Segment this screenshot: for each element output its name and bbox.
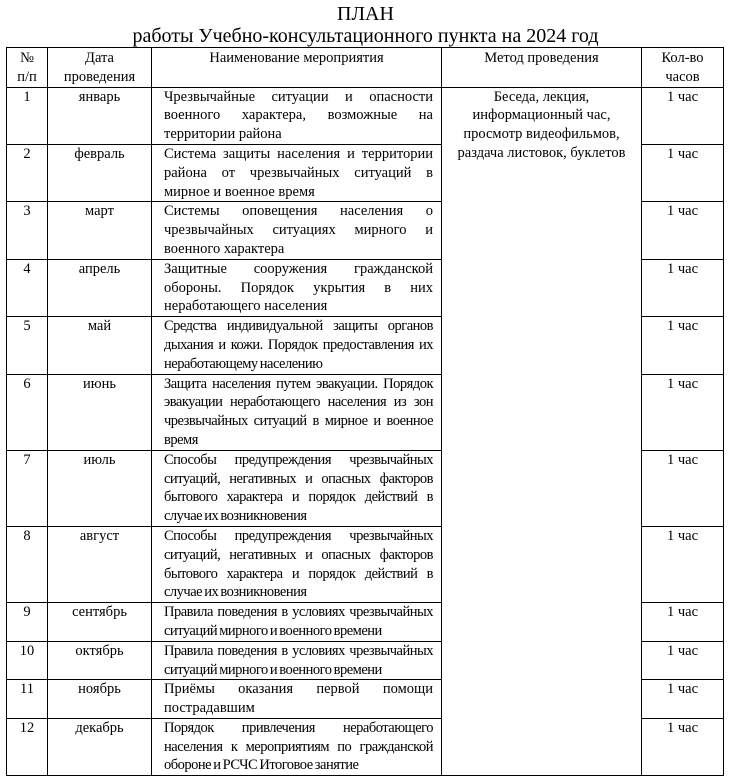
row-month: июль bbox=[48, 450, 152, 526]
row-hours: 1 час bbox=[642, 603, 724, 642]
row-hours: 1 час bbox=[642, 374, 724, 450]
header-date-line1: Дата bbox=[85, 50, 114, 66]
header-date-line2: проведения bbox=[63, 68, 136, 85]
row-month: апрель bbox=[48, 259, 152, 316]
row-hours: 1 час bbox=[642, 202, 724, 259]
row-month: сентябрь bbox=[48, 603, 152, 642]
row-num: 5 bbox=[7, 317, 48, 374]
header-num-line1: № bbox=[20, 50, 34, 66]
row-num: 1 bbox=[7, 87, 48, 144]
row-hours: 1 час bbox=[642, 317, 724, 374]
row-num: 3 bbox=[7, 202, 48, 259]
row-hours: 1 час bbox=[642, 87, 724, 144]
row-num: 12 bbox=[7, 718, 48, 775]
row-num: 8 bbox=[7, 526, 48, 602]
header-hours-line2: часов bbox=[665, 68, 700, 85]
row-num: 6 bbox=[7, 374, 48, 450]
row-month: октябрь bbox=[48, 641, 152, 680]
row-hours: 1 час bbox=[642, 680, 724, 719]
table-row bbox=[7, 87, 724, 144]
row-event: Системы оповещения населения о чрезвычайных ситуациях мирного и военного характера bbox=[152, 202, 442, 259]
row-hours: 1 час bbox=[642, 144, 724, 201]
header-event: Наименование мероприятия bbox=[152, 48, 442, 88]
header-hours bbox=[642, 48, 724, 88]
row-event: Система защиты населения и территории района от чрезвычайных ситуаций в мирное и военное время bbox=[152, 144, 442, 201]
document-subtitle: работы Учебно-консультационного пункта на 2024 год bbox=[132, 25, 599, 47]
row-event: Средства индивидуальной защиты органов дыхания и кожи. Порядок предоставления их неработающему населению bbox=[152, 317, 442, 374]
row-month: май bbox=[48, 317, 152, 374]
row-num: 2 bbox=[7, 144, 48, 201]
header-num bbox=[7, 48, 48, 88]
row-num: 10 bbox=[7, 641, 48, 680]
row-hours: 1 час bbox=[642, 450, 724, 526]
row-num: 7 bbox=[7, 450, 48, 526]
method-cell bbox=[442, 87, 642, 776]
row-event: Правила поведения в условиях чрезвычайных ситуаций мирного и военного времени bbox=[152, 603, 442, 642]
row-event: Защита населения путем эвакуации. Порядок эвакуации неработающего населения из зон чрезвычайных ситуаций в мирное и военное время bbox=[152, 374, 442, 450]
table-header-row bbox=[7, 48, 724, 88]
header-date bbox=[48, 48, 152, 88]
header-method: Метод проведения bbox=[442, 48, 642, 88]
row-event: Правила поведения в условиях чрезвычайных ситуаций мирного и военного времени bbox=[152, 641, 442, 680]
row-hours: 1 час bbox=[642, 526, 724, 602]
row-event: Защитные сооружения гражданской обороны. Порядок укрытия в них неработающего населения bbox=[152, 259, 442, 316]
row-num: 9 bbox=[7, 603, 48, 642]
method-text: Беседа, лекция, информационный час, просмотр видеофильмов, раздача листовок, буклетов bbox=[457, 88, 626, 161]
row-num: 4 bbox=[7, 259, 48, 316]
row-month: июнь bbox=[48, 374, 152, 450]
plan-table bbox=[6, 47, 724, 776]
row-event: Способы предупреждения чрезвычайных ситуаций, негативных и опасных факторов бытового характера и порядок действий в случае их возникновения bbox=[152, 526, 442, 602]
row-month: март bbox=[48, 202, 152, 259]
document-title: ПЛАН bbox=[337, 3, 394, 25]
row-event: Приёмы оказания первой помощи пострадавшим bbox=[152, 680, 442, 719]
row-event: Чрезвычайные ситуации и опасности военного характера, возможные на территории района bbox=[152, 87, 442, 144]
header-hours-line1: Кол-во bbox=[661, 50, 704, 66]
row-hours: 1 час bbox=[642, 641, 724, 680]
row-event: Порядок привлечения неработающего населения к мероприятиям по гражданской обороне и РСЧС Итоговое занятие bbox=[152, 718, 442, 775]
row-hours: 1 час bbox=[642, 718, 724, 775]
row-month: февраль bbox=[48, 144, 152, 201]
row-month: ноябрь bbox=[48, 680, 152, 719]
row-month: декабрь bbox=[48, 718, 152, 775]
row-hours: 1 час bbox=[642, 259, 724, 316]
row-month: август bbox=[48, 526, 152, 602]
row-num: 11 bbox=[7, 680, 48, 719]
row-month: январь bbox=[48, 87, 152, 144]
row-event: Способы предупреждения чрезвычайных ситуаций, негативных и опасных факторов бытового характера и порядок действий в случае их возникновения bbox=[152, 450, 442, 526]
header-num-line2: п/п bbox=[17, 68, 37, 85]
